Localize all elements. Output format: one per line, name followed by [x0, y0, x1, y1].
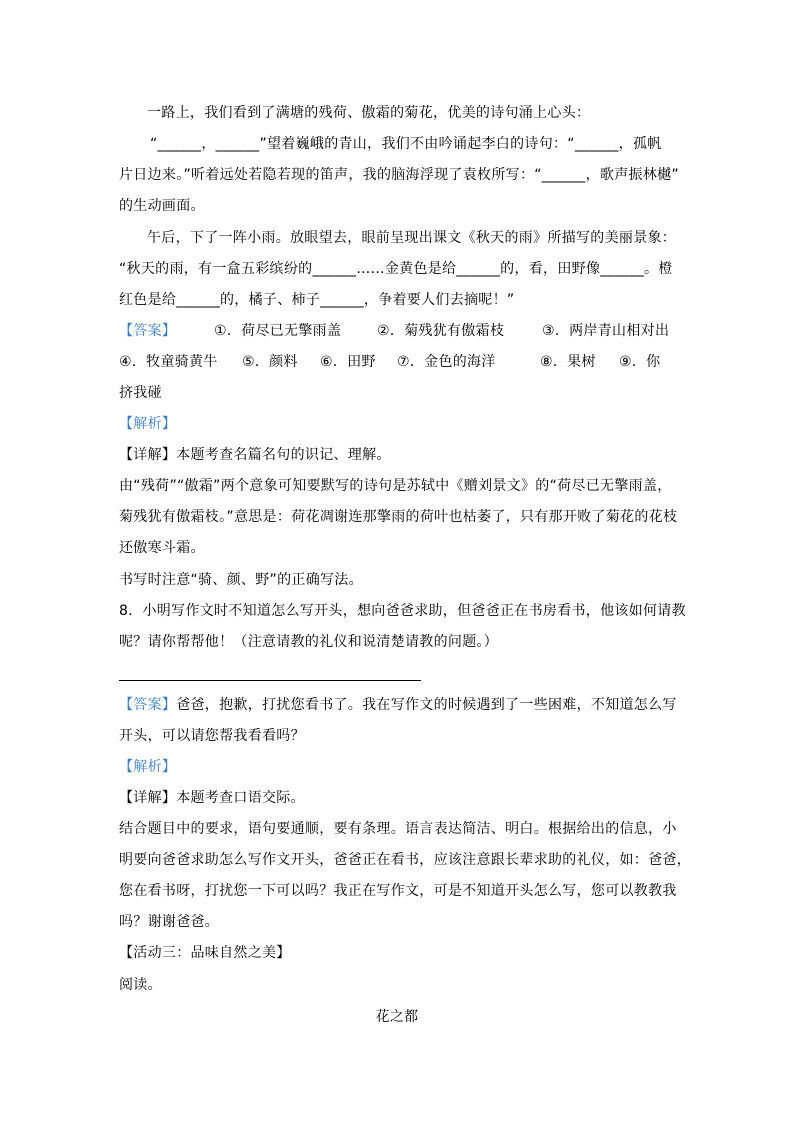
answer-item: ②．菊残犹有傲霜枝 [377, 323, 505, 339]
answer-item: ⑥．田野 [320, 354, 376, 370]
q7-detail-line: 由“残荷”“傲霜”两个意象可知要默写的诗句是苏轼中《赠刘景文》的“荷尽已无擎雨盖， [119, 478, 672, 494]
answer-item: ⑤．颜料 [242, 354, 298, 370]
q7-para1-line: “______，______”望着巍峨的青山，我们不由吟诵起李白的诗句：“______，孤帆 [150, 136, 662, 152]
answer-label: 【答案】 [119, 323, 177, 339]
passage-title: 花之都 [375, 1009, 419, 1025]
answer-item: ①．荷尽已无擎雨盖 [214, 323, 342, 339]
q8-question-line: 8．小明写作文时不知道怎么写开头，想向爸爸求助，但爸爸正在书房看书，他该如何请教 [119, 603, 686, 619]
q8-detail-line: 明要向爸爸求助怎么写作文开头，爸爸正在看书，应该注意跟长辈求助的礼仪，如：爸爸， [119, 852, 691, 868]
answer-item: 挤我碰 [119, 385, 162, 401]
q7-para1-line: 的生动画面。 [119, 198, 205, 214]
answer-item: ④．牧童骑黄牛 [119, 354, 218, 370]
q7-intro: 一路上，我们看到了满塘的残荷、傲霜的菊花，优美的诗句涌上心头： [147, 105, 591, 121]
q8-detail-line: 您在看书呀，打扰您一下可以吗？我正在写作文，可是不知道开头怎么写，您可以教教我 [119, 883, 677, 899]
q7-answer-row [119, 322, 675, 340]
answer-text: 爸爸，抱歉，打扰您看书了。我在写作文的时候遇到了一些困难，不知道怎么写 [176, 697, 677, 713]
q7-detail-line: 还傲寒斗霜。 [119, 540, 205, 556]
q7-detail-line: 【详解】本题考查名篇名句的识记、理解。 [119, 447, 391, 463]
answer-item: ③．两岸青山相对出 [542, 323, 670, 339]
q7-para2-line: 午后，下了一阵小雨。放眼望去，眼前呈现出课文《秋天的雨》所描写的美丽景象： [147, 230, 677, 246]
activity-title: 【活动三：品味自然之美】 [119, 945, 291, 961]
q7-detail-line: 书写时注意“骑、颜、野”的正确写法。 [119, 572, 363, 588]
answer-item: ⑧．果树 [540, 354, 596, 370]
q8-question-line: 呢？请你帮帮他！（注意请教的礼仪和说清楚请教的问题。） [119, 634, 499, 650]
read-instruction: 阅读。 [119, 977, 162, 993]
answer-item: ⑨．你 [619, 354, 661, 370]
q7-para1-line: 片日边来。”听着远处若隐若现的笛声，我的脑海浮现了袁枚所写：“______，歌声振林樾” [119, 167, 679, 183]
q7-detail-line: 菊残犹有傲霜枝。”意思是：荷花凋谢连那擎雨的荷叶也枯萎了，只有那开败了菊花的花枝 [119, 509, 678, 525]
q7-para2-line: “秋天的雨，有一盒五彩缤纷的______……金黄色是给______的，看，田野像______。橙 [119, 261, 673, 277]
analysis-label: 【解析】 [119, 416, 177, 432]
answer-label: 【答案】 [119, 697, 177, 713]
q8-detail-line: 【详解】本题考查口语交际。 [119, 790, 305, 806]
answer-line [119, 680, 421, 681]
q8-answer-line [119, 696, 675, 714]
answer-item: ⑦．金色的海洋 [397, 354, 496, 370]
q7-para2-line: 红色是给______的，橘子、柿子______，争着要人们去摘呢！” [119, 292, 515, 308]
q8-answer-line: 开头，可以请您帮我看看吗？ [119, 728, 305, 744]
q8-detail-line: 吗？谢谢爸爸。 [119, 914, 220, 930]
q8-detail-line: 结合题目中的要求，语句要通顺，要有条理。语言表达简洁、明白。根据给出的信息，小 [119, 821, 677, 837]
analysis-label: 【解析】 [119, 759, 177, 775]
